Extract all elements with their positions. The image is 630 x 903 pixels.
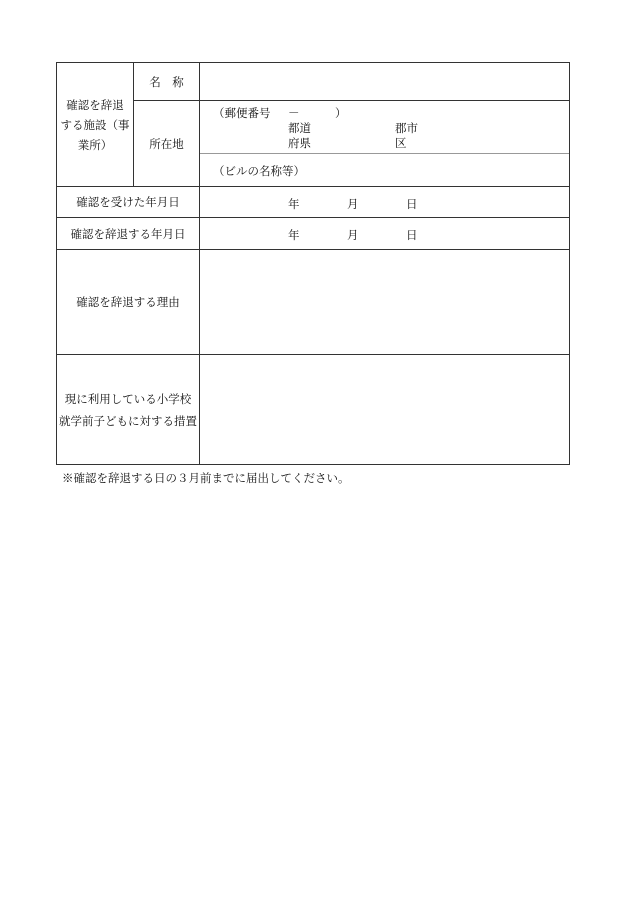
- location-label: 所在地: [134, 101, 200, 187]
- address-section: [200, 101, 569, 154]
- postal-code-close: ）: [335, 106, 347, 120]
- reason-field[interactable]: [200, 250, 570, 355]
- measures-label-line2: 就学前子どもに対する措置: [59, 413, 197, 428]
- city-label-top: 郡市: [395, 121, 418, 135]
- postal-code-dash: －: [288, 106, 300, 120]
- withdraw-date-label: 確認を辞退する年月日: [57, 218, 200, 250]
- reason-label: 確認を辞退する理由: [57, 250, 200, 355]
- withdraw-date-year: 年: [288, 228, 300, 242]
- facility-group-label-line1: 確認を辞退: [66, 97, 124, 112]
- confirmed-date-day: 日: [406, 197, 418, 211]
- withdraw-date-month: 月: [347, 228, 359, 242]
- facility-group-label: [57, 63, 134, 187]
- confirmed-date-label: 確認を受けた年月日: [57, 187, 200, 218]
- confirmed-date-year: 年: [288, 197, 300, 211]
- withdraw-date-day: 日: [406, 228, 418, 242]
- withdrawal-form-table: [56, 62, 570, 465]
- footnote: ※確認を辞退する日の３月前までに届出してください。: [62, 471, 350, 485]
- name-field[interactable]: [200, 63, 570, 101]
- measures-label: [57, 355, 200, 465]
- postal-code-label: （郵便番号: [213, 106, 271, 120]
- name-label: 名 称: [134, 63, 200, 101]
- confirmed-date-field[interactable]: [200, 187, 570, 218]
- measures-field[interactable]: [200, 355, 570, 465]
- building-name-label: （ビルの名称等）: [213, 164, 305, 178]
- city-label-bottom: 区: [395, 136, 407, 150]
- building-section: [200, 154, 569, 185]
- facility-group-label-line2: する施設（事: [60, 117, 130, 132]
- prefecture-label-bottom: 府県: [288, 136, 311, 150]
- confirmed-date-month: 月: [347, 197, 359, 211]
- facility-group-label-line3: 業所）: [77, 137, 113, 152]
- measures-label-line1: 現に利用している小学校: [64, 391, 192, 406]
- prefecture-label-top: 都道: [288, 121, 311, 135]
- location-field[interactable]: [200, 101, 570, 187]
- withdraw-date-field[interactable]: [200, 218, 570, 250]
